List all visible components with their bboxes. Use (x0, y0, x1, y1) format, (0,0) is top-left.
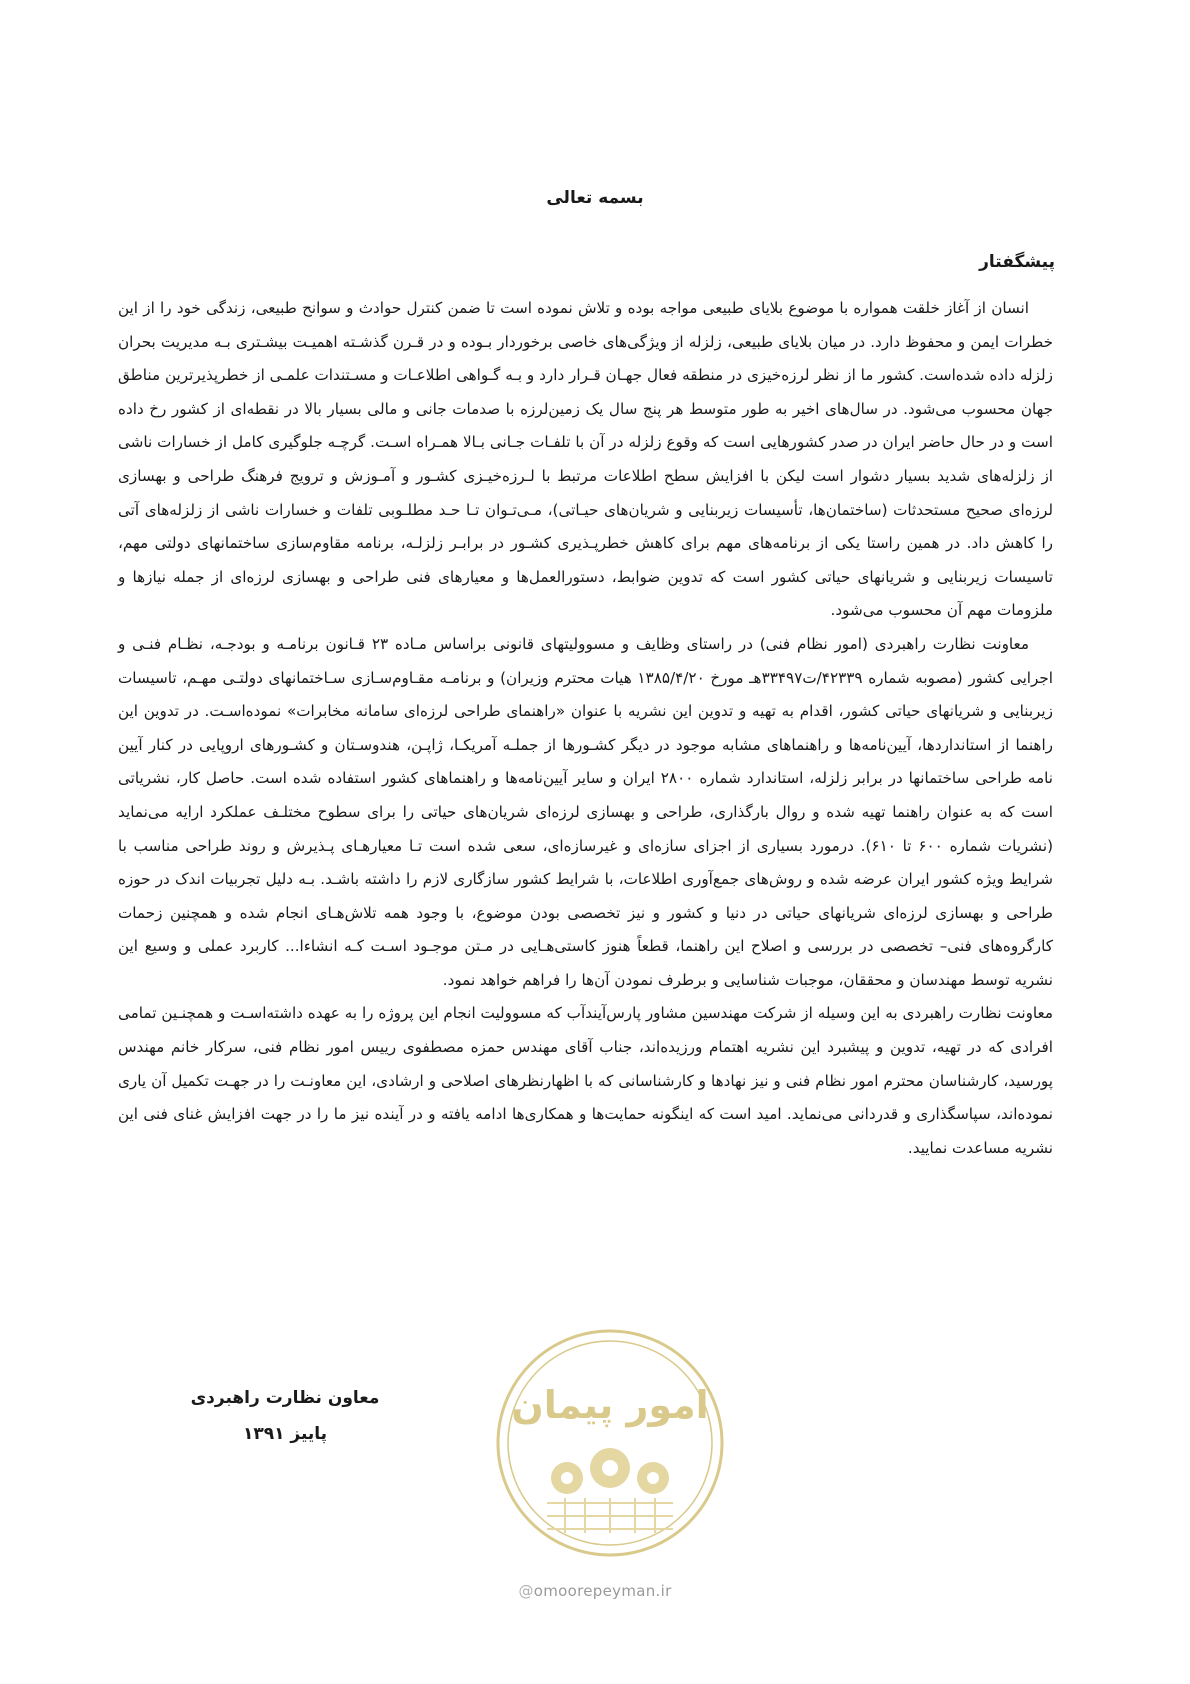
watermark-text: omoorepeyman.ir (533, 1582, 672, 1600)
foreword-body (118, 292, 1053, 1165)
signature-block (175, 1380, 395, 1452)
paragraph-3: معاونت نظارت راهبردی به این وسیله از شرکت مهندسین مشاور پارس‌آیندآب که مسوولیت انجام این پروژه را به عهده داشته‌اسـت و همچنـین تمامی افرادی که در تهیه، تدوین و پیشبرد این نشریه اهتمام ورزیده‌اند، جناب آقای مهندس حمزه مصطفوی رییس امور نظام فنی، سرکار خانم مهندس پورسید، کارشناسان محترم امور نظام فنی و نیز نهادها و کارشناسانی که با اظهارنظرهای اصلاحی و ارشادی، این معاونـت را در جهـت تکمیل آن یاری نموده‌اند، سپاسگذاری و قدردانی می‌نماید. امید است که اینگونه حمایت‌ها و همکاری‌ها ادامه یافته و در آینده نیز ما را در جهت افزایش غنای فنی این نشریه مساعدت نمایید. (118, 1004, 1053, 1157)
seal-text: امور پیمان (511, 1383, 709, 1427)
at-icon: @ (518, 1582, 534, 1600)
signature-date: پاییز ۱۳۹۱ (242, 1424, 328, 1444)
section-title: پیشگفتار (979, 252, 1055, 272)
signature-title: معاون نظارت راهبردی (190, 1388, 380, 1408)
paragraph-2: معاونت نظارت راهبردی (امور نظام فنی) در راستای وظایف و مسوولیتهای قانونی براساس مـاده ۲۳ قـانون برنامـه و بودجـه، نظـام فنـی و اجرایی کشور (مصوبه شماره ۴۲۳۳۹/ت۳۳۴۹۷هـ مورخ ۱۳۸۵/۴/۲۰ هیات محترم وزیران) و برنامـه مقـاوم‌سـازی سـاختمانهای دولتـی مهـم، تاسیسات زیربنایی و شریانهای حیاتی کشور، اقدام به تهیه و تدوین این نشریه با عنوان «راهنمای طراحی لرزه‌ای سامانه مخابرات» نموده‌اسـت. در تدوین این راهنما از استانداردها، آیین‌نامه‌ها و راهنماهای مشابه موجود در دیگر کشـورها از جملـه آمریکـا، ژاپـن، هندوسـتان و کشـورهای اروپایی در کنار آیین نامه طراحی ساختمانها در برابر زلزله، استاندارد شماره ۲۸۰۰ ایران و سایر آیین‌نامه‌ها و راهنماهای کشور استفاده شده است. حاصل کار، نشریاتی است که به عنوان راهنما تهیه شده و روال بارگذاری، طراحی و بهسازی لرزه‌ای شریان‌های حیاتی را برای سطوح مختلـف عملکرد ارایه می‌نماید (نشریات شماره ۶۰۰ تا ۶۱۰). درمورد بسیاری از اجزای سازه‌ای و غیرسازه‌ای، سعی شده است تـا معیارهـای پـذیرش و روند طراحی مناسب با شرایط ویژه کشور ایران عرضه شده و روش‌های جمع‌آوری اطلاعات، با شرایط کشور سازگاری لازم را داشته باشـد. بـه دلیل تجربیات اندک در حوزه طراحی و بهسازی لرزه‌ای شریانهای حیاتی در دنیا و کشور و نیز تخصصی بودن موضوع، با وجود همه تلاش‌هـای انجام شده و همچنین زحمات کارگروه‌های فنی– تخصصی در بررسی و اصلاح این راهنما، قطعاً هنوز کاستی‌هـایی در مـتن موجـود اسـت کـه انشاءا... کاربرد عملی و وسیع این نشریه توسط مهندسان و محققان، موجبات شناسایی و برطرف نمودن آن‌ها را فراهم خواهد نمود. (118, 634, 1053, 989)
paragraph-1: انسان از آغاز خلقت همواره با موضوع بلایای طبیعی مواجه بوده و تلاش نموده است تا ضمن کنترل حوادث و سوانح طبیعی، زندگی خود را از این خطرات ایمن و محفوظ دارد. در میان بلایای طبیعی، زلزله از ویژگی‌های خاصی برخوردار بـوده و در قـرن گذشـته اهمیـت بیشـتری بـه مدیریت بحران زلزله داده شده‌است. کشور ما از نظر لرزه‌خیزی در منطقه فعال جهـان قـرار دارد و بـه گـواهی اطلاعـات و مسـتندات علمـی از خطرپذیرترین مناطق جهان محسوب می‌شود. در سال‌های اخیر به طور متوسط هر پنج سال یک زمین‌لرزه با صدمات جانی و مالی بسیار بالا در نقطه‌ای از کشور رخ داده است و در حال حاضر ایران در صدر کشورهایی است که وقوع زلزله در آن با تلفـات جـانی بـالا همـراه اسـت. گرچـه جلوگیری کامل از خسارات ناشی از زلزله‌های شدید بسیار دشوار است لیکن با افزایش سطح اطلاعات مرتبط با لـرزه‌خیـزی کشـور و آمـوزش و ترویج فرهنگ طراحی و بهسازی لرزه‌ای صحیح مستحدثات (ساختمان‌ها، تأسیسات زیربنایی و شریان‌های حیـاتی)، مـی‌تـوان تـا حـد مطلـوبی تلفات و خسارات ناشی از زلزله‌های آتی را کاهش داد. در همین راستا یکی از برنامه‌های مهم برای کاهش خطرپـذیری کشـور در برابـر زلزلـه، برنامه مقاوم‌سازی ساختمانهای دولتی مهم، تاسیسات زیربنایی و شریانهای حیاتی کشور است که تدوین ضوابط، دستورالعمل‌ها و معیارهای فنی طراحی و بهسازی لرزه‌ای از جمله نیازها و ملزومات مهم آن محسوب می‌شود. (118, 299, 1053, 620)
watermark (0, 1582, 1190, 1600)
seal-logo-icon (485, 1318, 735, 1568)
basmala-heading: بسمه تعالی (546, 188, 644, 208)
